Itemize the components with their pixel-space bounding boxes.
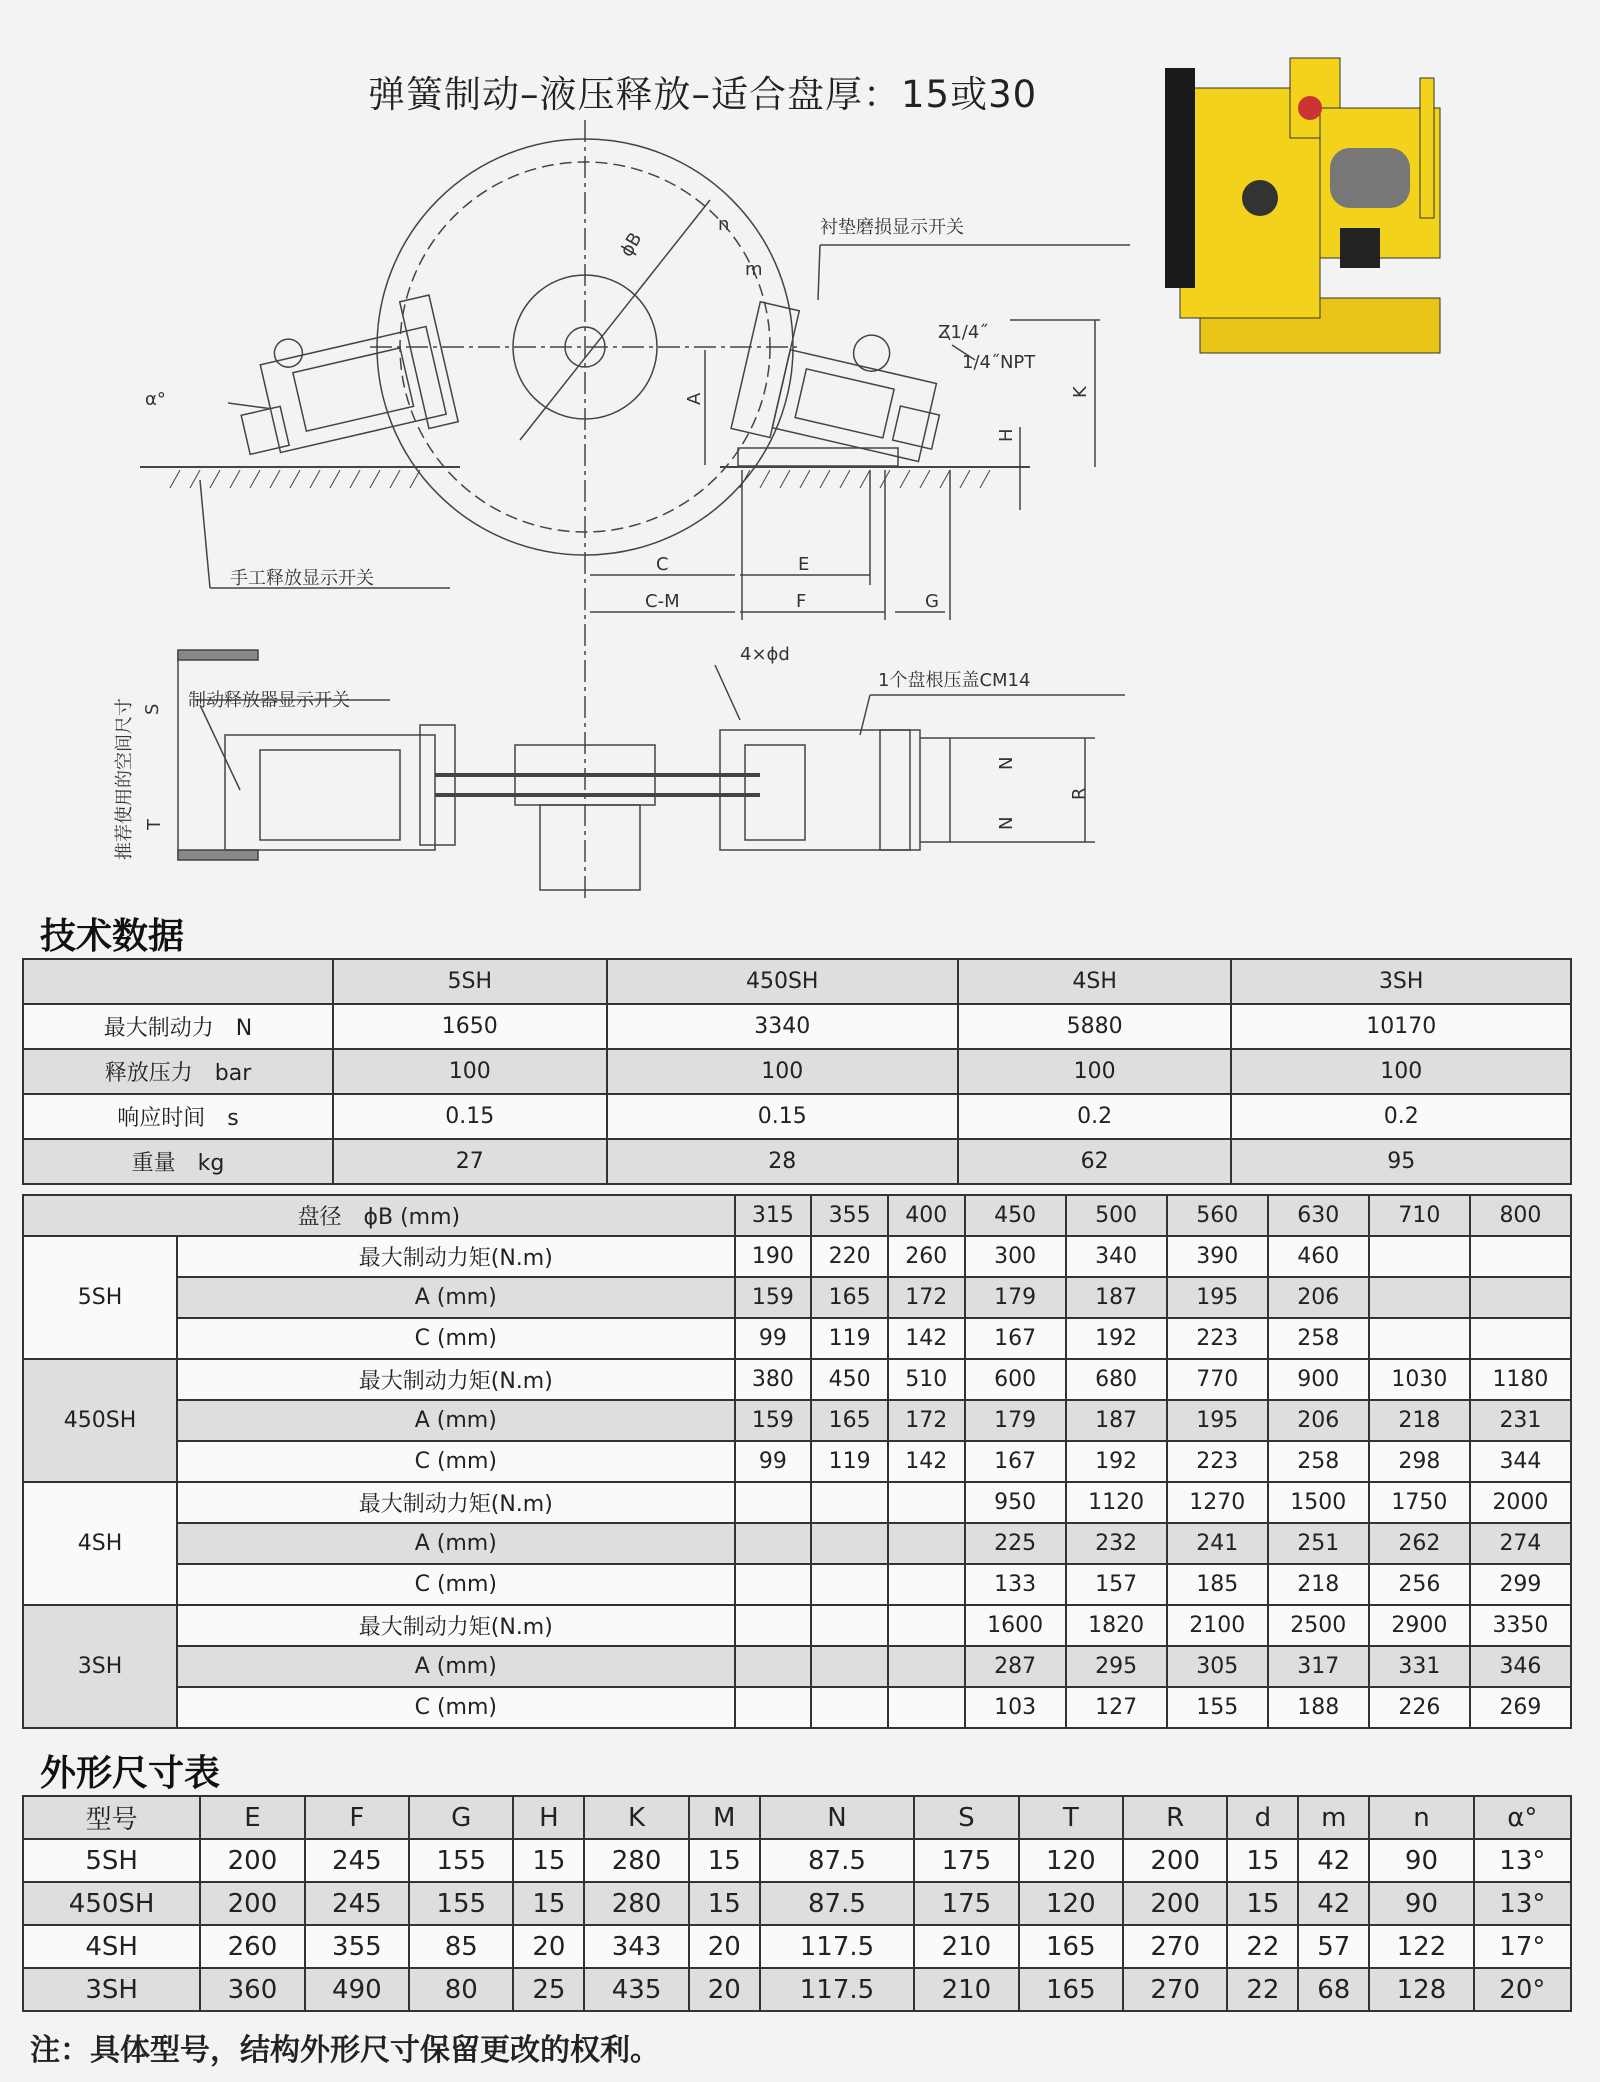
table-cell: 346 — [1470, 1646, 1571, 1687]
table-row — [23, 1646, 1571, 1687]
table-cell: 15 — [1227, 1839, 1298, 1882]
h-label: H — [996, 428, 1017, 442]
table-cell: 192 — [1066, 1318, 1167, 1359]
table-cell: 1500 — [1268, 1482, 1369, 1523]
table-cell: 57 — [1298, 1925, 1369, 1968]
table-cell — [888, 1482, 965, 1523]
table-cell: 25 — [513, 1968, 584, 2011]
row-label: 最大制动力矩(N.m) — [177, 1236, 735, 1277]
table-cell: 1030 — [1369, 1359, 1470, 1400]
table-row — [23, 1925, 1571, 1968]
table-cell: 510 — [888, 1359, 965, 1400]
table-cell: 20° — [1474, 1968, 1571, 2011]
table-header: H — [513, 1796, 584, 1839]
table-cell: 256 — [1369, 1564, 1470, 1605]
table-row — [23, 1004, 1571, 1049]
table-cell: 127 — [1066, 1687, 1167, 1728]
table-cell: 280 — [584, 1839, 688, 1882]
table-cell: 226 — [1369, 1687, 1470, 1728]
table-cell — [811, 1605, 888, 1646]
table-cell: 317 — [1268, 1646, 1369, 1687]
table-cell: 218 — [1268, 1564, 1369, 1605]
table-cell — [1470, 1318, 1571, 1359]
dims-section-title: 外形尺寸表 — [40, 1753, 221, 1794]
table-cell: 280 — [584, 1882, 688, 1925]
table-cell: 128 — [1369, 1968, 1473, 2011]
table-cell: 770 — [1167, 1359, 1268, 1400]
table-cell: 1180 — [1470, 1359, 1571, 1400]
table-cell: 85 — [409, 1925, 513, 1968]
table-cell: 100 — [958, 1049, 1232, 1094]
table-cell: 344 — [1470, 1441, 1571, 1482]
table-cell: 245 — [305, 1882, 409, 1925]
table-cell: 100 — [333, 1049, 607, 1094]
table-cell: 165 — [1019, 1925, 1123, 1968]
release-switch-label: 制动释放器显示开关 — [188, 690, 350, 711]
table-cell: 251 — [1268, 1523, 1369, 1564]
table-cell: 0.15 — [607, 1094, 958, 1139]
model-name: 5SH — [23, 1236, 177, 1359]
row-label: 最大制动力矩(N.m) — [177, 1605, 735, 1646]
table-cell: 188 — [1268, 1687, 1369, 1728]
table-header: N — [760, 1796, 915, 1839]
table-header: M — [689, 1796, 760, 1839]
table-cell: 133 — [965, 1564, 1066, 1605]
table-cell: 343 — [584, 1925, 688, 1968]
table-cell: 165 — [811, 1277, 888, 1318]
space-note-label: 推荐使用的空间尺寸 — [114, 698, 135, 860]
table-row — [23, 1359, 1571, 1400]
table-header: R — [1123, 1796, 1227, 1839]
table-cell: 179 — [965, 1400, 1066, 1441]
table-row — [23, 1687, 1571, 1728]
table-cell: 900 — [1268, 1359, 1369, 1400]
table-cell: 225 — [965, 1523, 1066, 1564]
table-cell: 300 — [965, 1236, 1066, 1277]
table-cell: 187 — [1066, 1400, 1167, 1441]
diameter-header: 560 — [1167, 1195, 1268, 1236]
table-cell: 490 — [305, 1968, 409, 2011]
table-cell: 200 — [1123, 1882, 1227, 1925]
table-row — [23, 959, 1571, 1004]
table-cell: 10170 — [1231, 1004, 1571, 1049]
table-cell: 175 — [914, 1839, 1018, 1882]
table-row — [23, 1195, 1571, 1236]
table-header: F — [305, 1796, 409, 1839]
table-cell: 27 — [333, 1139, 607, 1184]
table-cell: 117.5 — [760, 1968, 915, 2011]
table-cell: 15 — [1227, 1882, 1298, 1925]
table-header: 型号 — [23, 1796, 200, 1839]
table-header: 450SH — [607, 959, 958, 1004]
table-cell: 355 — [305, 1925, 409, 1968]
e-label: E — [798, 554, 810, 575]
row-label: 响应时间 s — [23, 1094, 333, 1139]
table-row — [23, 1839, 1571, 1882]
table-header: 3SH — [1231, 959, 1571, 1004]
table-row — [23, 1882, 1571, 1925]
table-cell: 450SH — [23, 1882, 200, 1925]
table-cell: 218 — [1369, 1400, 1470, 1441]
table-row — [23, 1139, 1571, 1184]
table-cell: 0.2 — [958, 1094, 1232, 1139]
table-cell: 258 — [1268, 1441, 1369, 1482]
table-cell: 241 — [1167, 1523, 1268, 1564]
table-cell: 200 — [200, 1839, 304, 1882]
diameter-header: 315 — [735, 1195, 812, 1236]
table-cell: 4SH — [23, 1925, 200, 1968]
table-row — [23, 1968, 1571, 2011]
table-row — [23, 1277, 1571, 1318]
table-cell: 1120 — [1066, 1482, 1167, 1523]
table-cell: 287 — [965, 1646, 1066, 1687]
table-cell: 5880 — [958, 1004, 1232, 1049]
table-cell: 142 — [888, 1318, 965, 1359]
row-label: 重量 kg — [23, 1139, 333, 1184]
g-label: G — [925, 591, 939, 612]
k-label: K — [1070, 386, 1091, 398]
table-cell: 195 — [1167, 1400, 1268, 1441]
table-cell: 360 — [200, 1968, 304, 2011]
table-cell: 331 — [1369, 1646, 1470, 1687]
footer-note: 注：具体型号，结构外形尺寸保留更改的权利。 — [30, 2033, 660, 2068]
table-cell: 3340 — [607, 1004, 958, 1049]
table-cell: 232 — [1066, 1523, 1167, 1564]
table-cell: 157 — [1066, 1564, 1167, 1605]
table-cell: 206 — [1268, 1277, 1369, 1318]
phi-b-label: ϕB — [616, 229, 647, 261]
table-cell: 17° — [1474, 1925, 1571, 1968]
cm-label: C-M — [645, 591, 680, 612]
a-label: A — [684, 392, 705, 405]
table-cell: 90 — [1369, 1882, 1473, 1925]
table-cell — [888, 1523, 965, 1564]
table-row — [23, 1482, 1571, 1523]
table-cell: 295 — [1066, 1646, 1167, 1687]
table-cell: 231 — [1470, 1400, 1571, 1441]
table-cell: 20 — [689, 1925, 760, 1968]
table-row — [23, 1049, 1571, 1094]
disc-table — [22, 1194, 1572, 1729]
table-cell: 20 — [689, 1968, 760, 2011]
table-cell: 22 — [1227, 1968, 1298, 2011]
table-row — [23, 1523, 1571, 1564]
row-label: A (mm) — [177, 1400, 735, 1441]
table-row — [23, 1094, 1571, 1139]
table-cell: 117.5 — [760, 1925, 915, 1968]
table-header: 4SH — [958, 959, 1232, 1004]
model-name: 3SH — [23, 1605, 177, 1728]
table-header: α° — [1474, 1796, 1571, 1839]
row-label: C (mm) — [177, 1564, 735, 1605]
table-cell: 680 — [1066, 1359, 1167, 1400]
table-cell: 390 — [1167, 1236, 1268, 1277]
table-cell: 195 — [1167, 1277, 1268, 1318]
table-cell: 260 — [200, 1925, 304, 1968]
table-cell: 245 — [305, 1839, 409, 1882]
table-cell: 220 — [811, 1236, 888, 1277]
table-cell: 155 — [409, 1839, 513, 1882]
page-title: 弹簧制动–液压释放–适合盘厚：15或30 — [368, 73, 1038, 116]
table-cell — [1369, 1236, 1470, 1277]
table-cell: 120 — [1019, 1882, 1123, 1925]
row-label: A (mm) — [177, 1277, 735, 1318]
gland-label: 1个盘根压盖CM14 — [878, 670, 1031, 691]
table-cell: 95 — [1231, 1139, 1571, 1184]
f-label: F — [796, 591, 807, 612]
table-cell — [1369, 1318, 1470, 1359]
disc-header-label: 盘径 ϕB (mm) — [23, 1195, 735, 1236]
table-cell: 260 — [888, 1236, 965, 1277]
table-cell: 179 — [965, 1277, 1066, 1318]
table-cell: 210 — [914, 1925, 1018, 1968]
table-cell: 450 — [811, 1359, 888, 1400]
table-cell: 274 — [1470, 1523, 1571, 1564]
table-cell: 190 — [735, 1236, 812, 1277]
table-cell: 210 — [914, 1968, 1018, 2011]
table-header: n — [1369, 1796, 1473, 1839]
table-cell: 22 — [1227, 1925, 1298, 1968]
table-cell: 192 — [1066, 1441, 1167, 1482]
table-cell — [1470, 1236, 1571, 1277]
table-cell — [811, 1523, 888, 1564]
table-cell: 15 — [689, 1882, 760, 1925]
table-cell: 2500 — [1268, 1605, 1369, 1646]
table-row — [23, 1796, 1571, 1839]
table-cell: 165 — [1019, 1968, 1123, 2011]
table-cell — [735, 1482, 812, 1523]
table-cell — [811, 1687, 888, 1728]
table-cell: 80 — [409, 1968, 513, 2011]
n-label: n — [718, 214, 730, 235]
table-header: d — [1227, 1796, 1298, 1839]
s-label: S — [142, 703, 163, 715]
table-cell: 2100 — [1167, 1605, 1268, 1646]
table-cell — [735, 1687, 812, 1728]
table-header: m — [1298, 1796, 1369, 1839]
r-label: R — [1069, 787, 1090, 800]
table-cell — [735, 1646, 812, 1687]
table-header: S — [914, 1796, 1018, 1839]
table-cell — [888, 1687, 965, 1728]
table-cell — [811, 1482, 888, 1523]
table-cell: 3SH — [23, 1968, 200, 2011]
wear-switch-label: 衬垫磨损显示开关 — [820, 217, 964, 238]
table-row — [23, 1564, 1571, 1605]
table-cell: 3350 — [1470, 1605, 1571, 1646]
table-cell: 600 — [965, 1359, 1066, 1400]
table-cell: 269 — [1470, 1687, 1571, 1728]
table-cell: 62 — [958, 1139, 1232, 1184]
table-cell: 340 — [1066, 1236, 1167, 1277]
row-label: A (mm) — [177, 1646, 735, 1687]
table-cell: 0.2 — [1231, 1094, 1571, 1139]
row-label: 最大制动力矩(N.m) — [177, 1482, 735, 1523]
table-cell: 299 — [1470, 1564, 1571, 1605]
table-cell: 87.5 — [760, 1839, 915, 1882]
diameter-header: 450 — [965, 1195, 1066, 1236]
table-cell: 20 — [513, 1925, 584, 1968]
table-cell — [735, 1564, 812, 1605]
row-label: C (mm) — [177, 1687, 735, 1728]
diameter-header: 710 — [1369, 1195, 1470, 1236]
table-cell: 200 — [1123, 1839, 1227, 1882]
table-cell — [811, 1646, 888, 1687]
t-label: T — [144, 819, 165, 830]
table-cell: 1650 — [333, 1004, 607, 1049]
tech-table — [22, 958, 1572, 1185]
table-cell: 223 — [1167, 1318, 1268, 1359]
table-cell: 185 — [1167, 1564, 1268, 1605]
table-cell: 172 — [888, 1400, 965, 1441]
table-header: E — [200, 1796, 304, 1839]
row-label: 最大制动力 N — [23, 1004, 333, 1049]
table-cell: 142 — [888, 1441, 965, 1482]
table-cell: 13° — [1474, 1882, 1571, 1925]
npt-label: 1/4˝NPT — [962, 352, 1036, 373]
z-thread-label: Z1/4˝ — [938, 322, 989, 343]
table-cell: 1270 — [1167, 1482, 1268, 1523]
table-cell: 1750 — [1369, 1482, 1470, 1523]
table-cell: 120 — [1019, 1839, 1123, 1882]
table-cell: 258 — [1268, 1318, 1369, 1359]
table-cell: 1600 — [965, 1605, 1066, 1646]
row-label: 释放压力 bar — [23, 1049, 333, 1094]
table-cell: 950 — [965, 1482, 1066, 1523]
table-cell: 200 — [200, 1882, 304, 1925]
table-cell — [1470, 1277, 1571, 1318]
row-label: C (mm) — [177, 1441, 735, 1482]
table-row — [23, 1605, 1571, 1646]
table-cell: 1820 — [1066, 1605, 1167, 1646]
table-cell: 119 — [811, 1441, 888, 1482]
table-cell: 2000 — [1470, 1482, 1571, 1523]
table-cell: 159 — [735, 1400, 812, 1441]
table-cell: 0.15 — [333, 1094, 607, 1139]
table-cell: 155 — [1167, 1687, 1268, 1728]
table-cell: 13° — [1474, 1839, 1571, 1882]
table-row — [23, 1236, 1571, 1277]
table-cell: 99 — [735, 1318, 812, 1359]
table-cell: 223 — [1167, 1441, 1268, 1482]
table-cell — [888, 1605, 965, 1646]
product-photo — [1160, 48, 1450, 358]
row-label: A (mm) — [177, 1523, 735, 1564]
diameter-header: 500 — [1066, 1195, 1167, 1236]
table-cell — [888, 1646, 965, 1687]
table-cell: 68 — [1298, 1968, 1369, 2011]
table-cell: 159 — [735, 1277, 812, 1318]
table-cell: 99 — [735, 1441, 812, 1482]
table-cell: 206 — [1268, 1400, 1369, 1441]
table-cell — [735, 1605, 812, 1646]
row-label: 最大制动力矩(N.m) — [177, 1359, 735, 1400]
table-cell — [1369, 1277, 1470, 1318]
table-cell: 187 — [1066, 1277, 1167, 1318]
tech-section-title: 技术数据 — [40, 916, 185, 957]
diameter-header: 630 — [1268, 1195, 1369, 1236]
m-label: m — [745, 259, 763, 280]
table-cell: 122 — [1369, 1925, 1473, 1968]
n1-label: N — [996, 756, 1017, 770]
table-cell: 15 — [513, 1882, 584, 1925]
manual-switch-label: 手工释放显示开关 — [230, 568, 374, 589]
table-cell: 5SH — [23, 1839, 200, 1882]
table-cell — [735, 1523, 812, 1564]
table-cell: 155 — [409, 1882, 513, 1925]
table-cell: 100 — [1231, 1049, 1571, 1094]
table-cell: 42 — [1298, 1882, 1369, 1925]
table-cell: 460 — [1268, 1236, 1369, 1277]
table-cell: 167 — [965, 1318, 1066, 1359]
bolts-label: 4×ϕd — [740, 644, 790, 665]
table-cell: 2900 — [1369, 1605, 1470, 1646]
table-cell: 42 — [1298, 1839, 1369, 1882]
table-row — [23, 1400, 1571, 1441]
table-cell: 270 — [1123, 1925, 1227, 1968]
table-cell: 167 — [965, 1441, 1066, 1482]
table-cell: 15 — [689, 1839, 760, 1882]
table-cell — [888, 1564, 965, 1605]
c-label: C — [656, 554, 669, 575]
table-cell: 165 — [811, 1400, 888, 1441]
table-cell: 90 — [1369, 1839, 1473, 1882]
n2-label: N — [996, 816, 1017, 830]
table-cell: 172 — [888, 1277, 965, 1318]
table-row — [23, 1318, 1571, 1359]
table-header: T — [1019, 1796, 1123, 1839]
table-cell — [23, 959, 333, 1004]
table-header: G — [409, 1796, 513, 1839]
dims-table — [22, 1795, 1572, 2012]
table-cell: 100 — [607, 1049, 958, 1094]
table-cell: 305 — [1167, 1646, 1268, 1687]
table-header: 5SH — [333, 959, 607, 1004]
model-name: 4SH — [23, 1482, 177, 1605]
table-cell: 119 — [811, 1318, 888, 1359]
table-cell: 262 — [1369, 1523, 1470, 1564]
table-cell: 270 — [1123, 1968, 1227, 2011]
table-cell — [811, 1564, 888, 1605]
diameter-header: 400 — [888, 1195, 965, 1236]
diameter-header: 800 — [1470, 1195, 1571, 1236]
diameter-header: 355 — [811, 1195, 888, 1236]
table-cell: 28 — [607, 1139, 958, 1184]
table-cell: 15 — [513, 1839, 584, 1882]
table-cell: 380 — [735, 1359, 812, 1400]
alpha-label: α° — [145, 389, 166, 410]
table-cell: 175 — [914, 1882, 1018, 1925]
model-name: 450SH — [23, 1359, 177, 1482]
table-cell: 298 — [1369, 1441, 1470, 1482]
table-cell: 87.5 — [760, 1882, 915, 1925]
table-cell: 435 — [584, 1968, 688, 2011]
table-row — [23, 1441, 1571, 1482]
table-cell: 103 — [965, 1687, 1066, 1728]
row-label: C (mm) — [177, 1318, 735, 1359]
table-header: K — [584, 1796, 688, 1839]
